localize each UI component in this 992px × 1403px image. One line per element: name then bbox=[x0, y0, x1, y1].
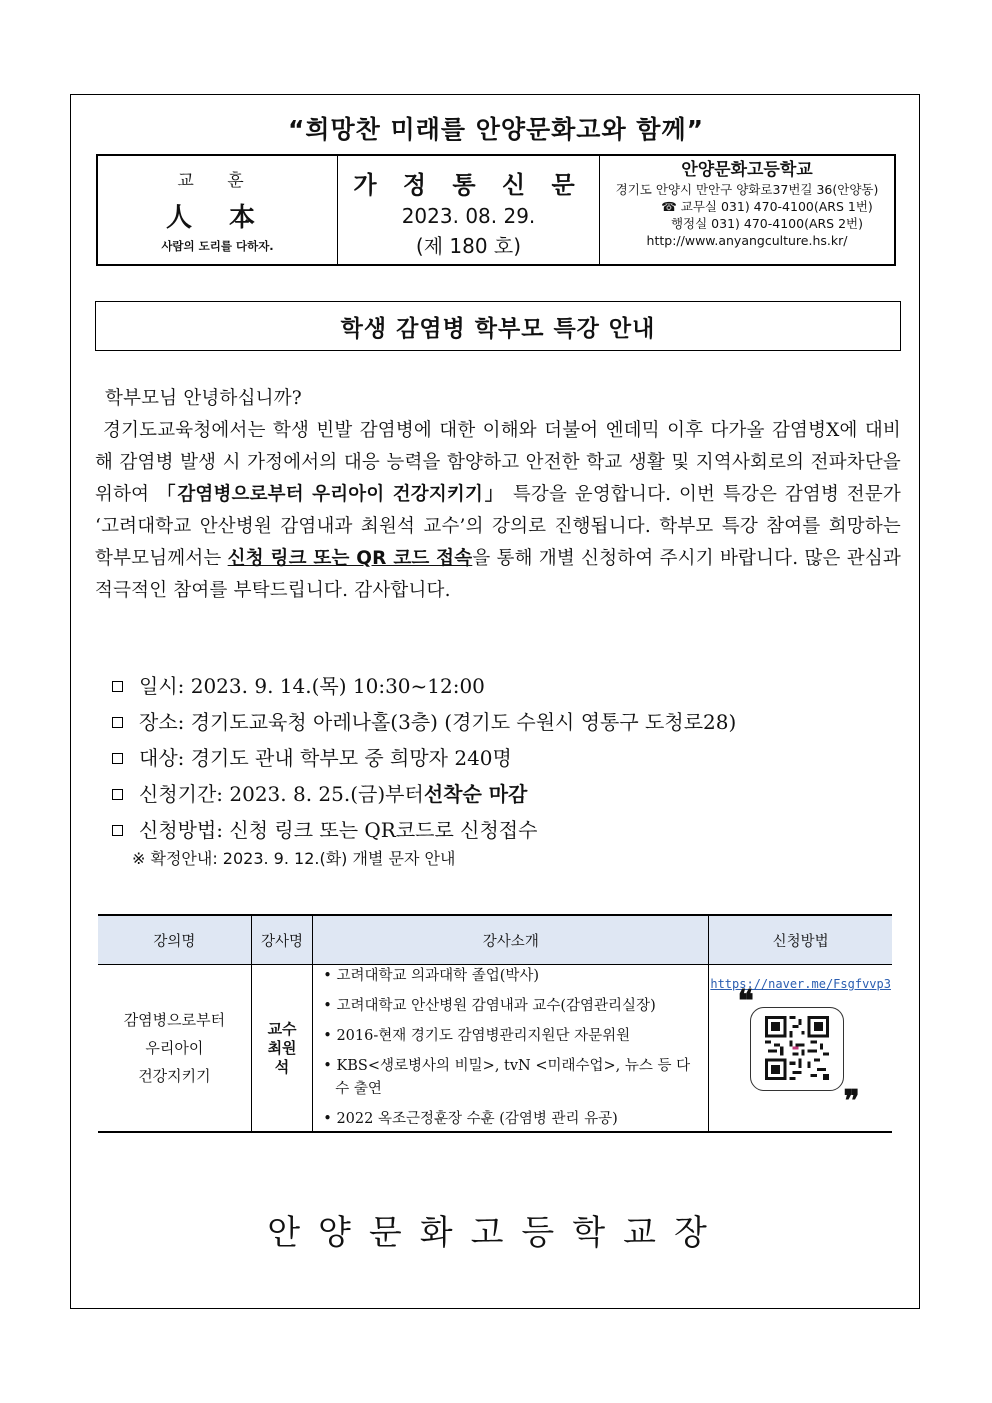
paragraph-text-3: 을 통해 개별 신청하여 주시기 바랍니다. 많은 관심과 적극적인 참여를 부탁드립니다. 감사합니다. bbox=[95, 548, 901, 601]
newsletter-title: 가 정 통 신 문 bbox=[353, 171, 584, 199]
header-apply-method: 신청방법 bbox=[709, 915, 892, 965]
paragraph-text-2: 특강을 운영합니다. 이번 특강은 감염병 전문가 ‘고려대학교 안산병원 감염내과 최원석 교수’의 강의로 진행됩니다. 학부모 특강 참여를 희망하는 학부모님께서는 bbox=[95, 484, 902, 569]
apply-instruction-underline: 신청 링크 또는 QR 코드 접속 bbox=[227, 548, 473, 569]
lecture-name-cell: 감염병으로부터 우리아이 건강지키기 bbox=[98, 965, 251, 1133]
letter-body bbox=[95, 383, 901, 607]
first-come-deadline: 선착순 마감 bbox=[423, 782, 528, 806]
apply-link[interactable]: https://naver.me/Fsgfvvp3 bbox=[710, 977, 891, 991]
motto-main: 人 本 bbox=[165, 203, 270, 233]
checkbox-bullet-icon bbox=[112, 753, 123, 764]
instructor-cell: 교수 최원 석 bbox=[251, 965, 312, 1133]
checkbox-bullet-icon bbox=[112, 717, 123, 728]
school-info-cell bbox=[600, 156, 894, 264]
intro-item: • 고려대학교 안산병원 감염내과 교수(감염관리실장) bbox=[323, 998, 656, 1014]
header-lecture-name: 강의명 bbox=[98, 915, 251, 965]
checkbox-bullet-icon bbox=[112, 825, 123, 836]
instructor-intro-cell bbox=[313, 965, 709, 1133]
detail-method: 신청방법: 신청 링크 또는 QR코드로 신청접수 bbox=[112, 812, 736, 848]
school-phone-admin: 행정실 031) 470-4100(ARS 2번) bbox=[670, 216, 863, 231]
newsletter-issue: (제 180 호) bbox=[415, 234, 522, 258]
school-website[interactable]: http://www.anyangculture.hs.kr/ bbox=[646, 233, 848, 248]
motto-label: 교 훈 bbox=[177, 171, 258, 191]
lecture-table bbox=[98, 914, 892, 1133]
intro-item: • 2022 옥조근정훈장 수훈 (감염병 관리 유공) bbox=[323, 1111, 618, 1127]
qr-code-icon[interactable] bbox=[765, 1016, 829, 1080]
principal-signature: 안양문화고등학교장 bbox=[267, 1213, 725, 1253]
document-title: 학생 감염병 학부모 특강 안내 bbox=[95, 301, 901, 351]
checkbox-bullet-icon bbox=[112, 789, 123, 800]
paragraph-text-1: 경기도교육청에서는 학생 빈발 감염병에 대한 이해와 더불어 엔데믹 이후 다가올 감염병X에 대비해 감염병 발생 시 가정에서의 대응 능력을 함양하고 안전한 학교 생활 및 지역사회로의 전파차단을 위하여 bbox=[95, 420, 901, 505]
detail-place: 장소: 경기도교육청 아레나홀(3층) (경기도 수원시 영통구 도청로28) bbox=[112, 704, 736, 740]
school-name: 안양문화고등학교 bbox=[681, 160, 813, 180]
quote-open-icon: ❝ bbox=[737, 984, 754, 1019]
body-paragraph bbox=[95, 415, 901, 607]
confirmation-note: ※ 확정안내: 2023. 9. 12.(화) 개별 문자 안내 bbox=[132, 849, 456, 868]
qr-frame bbox=[737, 984, 860, 1119]
quote-close-icon: ❞ bbox=[843, 1084, 860, 1119]
event-details bbox=[112, 668, 736, 848]
school-motto: “희망찬 미래를 안양문화고와 함께” bbox=[287, 115, 705, 144]
apply-method-cell bbox=[709, 965, 892, 1133]
lecture-title-bold: 「감염병으로부터 우리아이 건강지키기」 bbox=[156, 484, 506, 505]
motto-cell bbox=[98, 156, 338, 264]
motto-sub: 사람의 도리를 다하자. bbox=[161, 239, 274, 253]
detail-target: 대상: 경기도 관내 학부모 중 희망자 240명 bbox=[112, 740, 736, 776]
header-instructor: 강사명 bbox=[251, 915, 312, 965]
greeting: 학부모님 안녕하십니까? bbox=[105, 388, 302, 409]
table-header-row bbox=[98, 915, 892, 965]
intro-item: • KBS<생로병사의 비밀>, tvN <미래수업>, 뉴스 등 다수 출연 bbox=[323, 1058, 691, 1097]
intro-item: • 고려대학교 의과대학 졸업(박사) bbox=[323, 968, 540, 984]
detail-period: 신청기간: 2023. 8. 25.(금)부터 선착순 마감 bbox=[112, 776, 736, 812]
checkbox-bullet-icon bbox=[112, 681, 123, 692]
newsletter-header bbox=[96, 154, 896, 266]
table-row bbox=[98, 965, 892, 1133]
newsletter-info-cell bbox=[338, 156, 600, 264]
intro-item: • 2016-현재 경기도 감염병관리지원단 자문위원 bbox=[323, 1028, 631, 1044]
school-address: 경기도 안양시 만안구 양화로37번길 36(안양동) bbox=[615, 182, 879, 197]
school-phone-office: ☎ 교무실 031) 470-4100(ARS 1번) bbox=[661, 199, 873, 214]
newsletter-date: 2023. 08. 29. bbox=[401, 204, 536, 228]
detail-date: 일시: 2023. 9. 14.(목) 10:30~12:00 bbox=[112, 668, 736, 704]
header-intro: 강사소개 bbox=[313, 915, 709, 965]
